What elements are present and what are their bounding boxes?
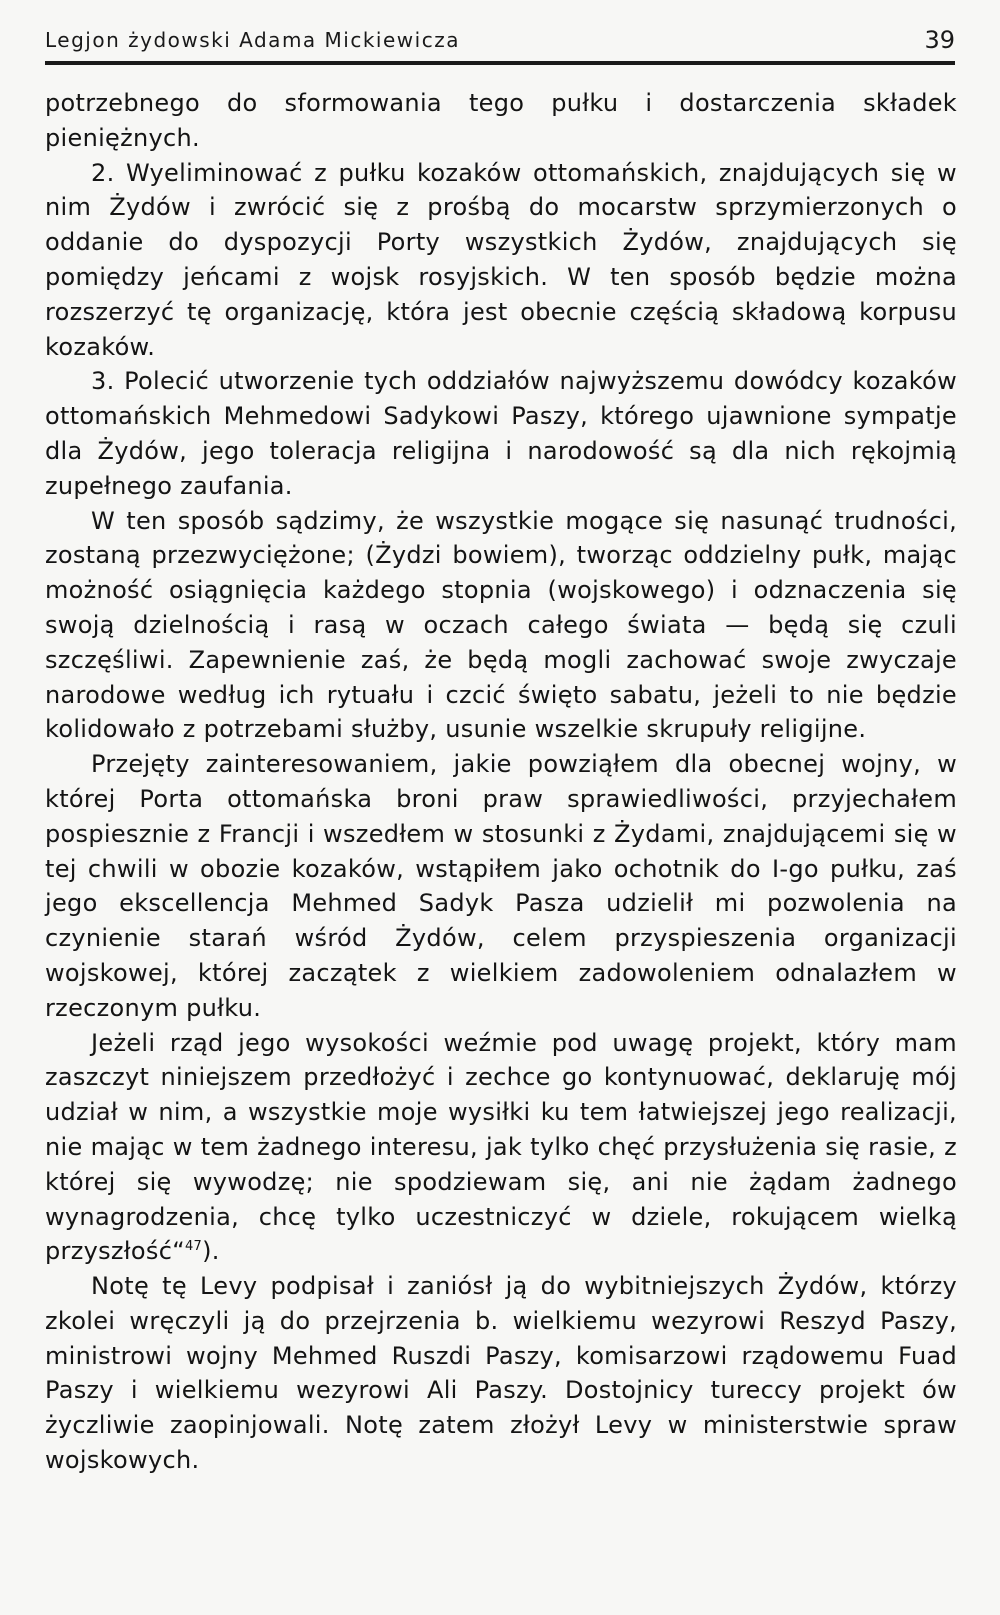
paragraph: W ten sposób sądzimy, że wszystkie mogące się nasunąć trudności, zostaną przezwyciężone; (Żydzi bowiem), tworząc oddzielny pułk, mając możność osiągnięcia każdego stopnia (wojskowego) i odznaczenia się swoją dzielnością i rasą w oczach całego świata — będą się czuli szczęśliwi. Zapewnienie zaś, że będą mogli zachować swoje zwyczaje narodowe według ich rytuału i czcić święto sabatu, jeżeli to nie będzie kolidowało z potrzebami służby, usunie wszelkie skrupuły religijne. <box>45 506 957 744</box>
paragraph-point-2: 2. Wyeliminować z pułku kozaków ottomańskich, znajdujących się w nim Żydów i zwrócić się z prośbą do mocarstw sprzymierzonych o oddanie do dyspozycji Porty wszystkich Żydów, znajdujących się pomiędzy jeńcami z wojsk rosyjskich. W ten sposób będzie można rozszerzyć tę organizację, która jest obecnie częścią składową korpusu kozaków. <box>45 158 957 361</box>
paragraph: Przejęty zainteresowaniem, jakie powziąłem dla obecnej wojny, w której Porta ottomańska broni praw sprawiedliwości, przyjechałem pospiesznie z Francji i wszedłem w stosunki z Żydami, znajdującemi się w tej chwili w obozie kozaków, wstąpiłem jako ochotnik do I-go pułku, zaś jego ekscellencja Mehmed Sadyk Pasza udzielił mi pozwolenia na czynienie starań wśród Żydów, celem przyspieszenia organizacji wojskowej, której zaczątek z wielkiem zadowoleniem odnalazłem w rzeczonym pułku. <box>45 750 957 1022</box>
paragraph-continuation: potrzebnego do sformowania tego pułku i dostarczenia składek pieniężnych. <box>45 89 957 152</box>
running-head-title: Legjon żydowski Adama Mickiewicza <box>45 28 460 52</box>
page-number: 39 <box>924 26 955 54</box>
paragraph-text: Jeżeli rząd jego wysokości weźmie pod uwagę projekt, który mam zaszczyt niniejszem przedłożyć i zechce go kontynuować, deklaruję mój udział w nim, a wszystkie moje wysiłki ku tem łatwiejszej jego realizacji, nie mając w tem żadnego interesu, jak tylko chęć przysłużenia się rasie, z której się wywodzę; nie spodziewam się, ani nie żądam żadnego wynagrodzenia, chcę tylko uczestniczyć w dziele, rokującem wielką przyszłość“ <box>45 1028 957 1266</box>
footnote-reference[interactable]: 47 <box>184 1239 203 1255</box>
header-rule <box>45 61 955 65</box>
paragraph-with-footnote <box>45 1026 957 1270</box>
body-text <box>45 86 957 1478</box>
paragraph-point-3: 3. Polecić utworzenie tych oddziałów najwyższemu dowódcy kozaków ottomańskich Mehmedowi Sadykowi Paszy, którego ujawnione sympatje dla Żydów, jego toleracja religijna i narodowość są dla nich rękojmią zupełnego zaufania. <box>45 367 957 500</box>
paragraph: Notę tę Levy podpisał i zaniósł ją do wybitniejszych Żydów, którzy zkolei wręczyli ją do przejrzenia b. wielkiemu wezyrowi Reszyd Paszy, ministrowi wojny Mehmed Ruszdi Paszy, komisarzowi rządowemu Fuad Paszy i wielkiemu wezyrowi Ali Paszy. Dostojnicy tureccy projekt ów życzliwie zaopinjowali. Notę zatem złożył Levy w ministerstwie spraw wojskowych. <box>45 1272 957 1475</box>
running-head <box>45 24 955 64</box>
paragraph-closing: ). <box>202 1237 220 1266</box>
